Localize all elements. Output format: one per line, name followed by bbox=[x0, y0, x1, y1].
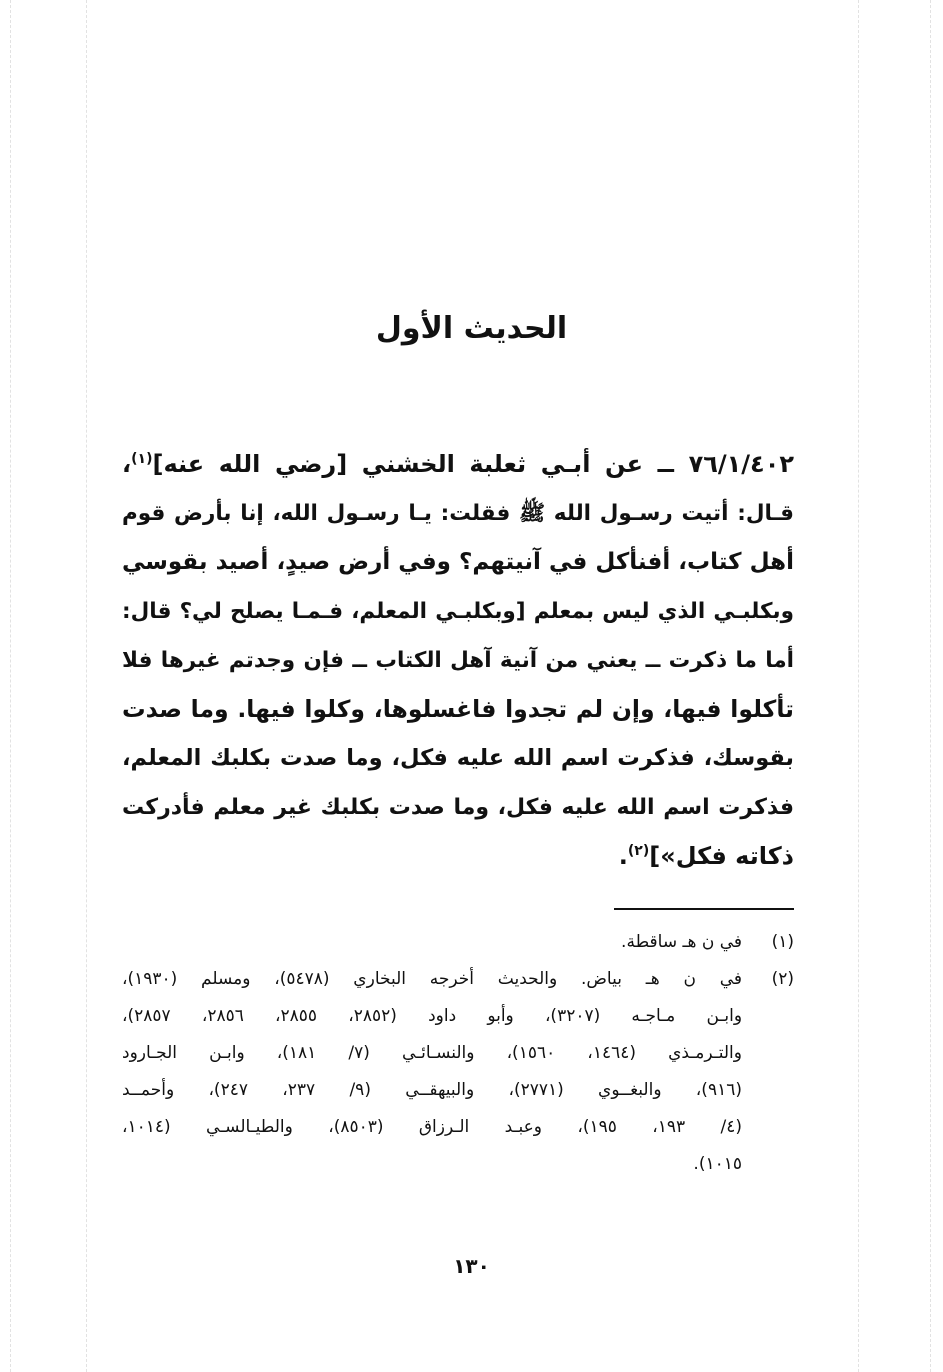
hadith-text bbox=[122, 440, 794, 881]
footnote-line: والتـرمـذي (١٤٦٤، ١٥٦٠)، والنسـائـي (٧/ ١٨١)، وابـن الجـارود bbox=[122, 1043, 742, 1063]
footnote-separator bbox=[614, 908, 794, 910]
footnote-line: (٤/ ١٩٣، ١٩٥)، وعبـد الـرزاق (٨٥٠٣)، والطيـالسـي (١٠١٤، bbox=[122, 1117, 742, 1137]
hadith-line: أما ما ذكرت ــ يعني من آنية آهل الكتاب ــ فإن وجدتم غيرها فلا bbox=[122, 648, 794, 673]
footnote-line: ١٠١٥). bbox=[693, 1154, 742, 1174]
footnote-ref-1: (١) bbox=[131, 451, 153, 467]
scan-edge-line bbox=[858, 0, 859, 1372]
footnote-number: (١) bbox=[771, 932, 794, 952]
footnote-1 bbox=[122, 924, 794, 961]
footnote-ref-2: (٢) bbox=[627, 843, 650, 859]
hadith-line: وبكلبـي الذي ليس بمعلم [وبكلبـي المعلم، فـمـا يصلح لي؟ قال: bbox=[122, 599, 794, 624]
footnote-number: (٢) bbox=[771, 969, 794, 989]
footnote-line: في ن هـ ساقطة. bbox=[621, 932, 742, 952]
hadith-line bbox=[122, 832, 794, 881]
scan-edge-line bbox=[10, 0, 11, 1372]
footnotes bbox=[122, 924, 794, 1183]
footnote-2 bbox=[122, 961, 794, 1183]
hadith-line: بقوسك، فذكرت اسم الله عليه فكل، وما صدت بكلبك المعلم، bbox=[122, 745, 794, 771]
footnote-line: وابـن مـاجـه (٣٢٠٧)، وأبو داود (٢٨٥٢، ٢٨٥٥، ٢٨٥٦، ٢٨٥٧)، bbox=[122, 1006, 743, 1026]
punctuation: ، bbox=[122, 450, 132, 478]
footnote-line: في ن هـ بياض. والحديث أخرجه البخاري (٥٤٧٨)، ومسلم (١٩٣٠)، bbox=[122, 969, 742, 989]
hadith-line: فذكرت اسم الله عليه فكل، وما صدت بكلبك غير معلم فأدركت bbox=[122, 795, 794, 820]
footnote-text bbox=[122, 924, 742, 961]
hadith-line: تأكلوا فيها، وإن لم تجدوا فاغسلوها، وكلوا فيها. وما صدت bbox=[122, 695, 794, 723]
hadith-line: قـال: أتيت رسـول الله ﷺ فقلت: يـا رسـول الله، إنا بأرض قوم bbox=[122, 501, 794, 526]
hadith-line-text: ذكاته فكل»] bbox=[649, 842, 794, 870]
scan-edge-line bbox=[86, 0, 87, 1372]
hadith-line-text: ٧٦/١/٤٠٢ ــ عن أبـي ثعلبة الخشني [رضي الله عنه] bbox=[152, 450, 794, 478]
page-number: ١٣٠ bbox=[453, 1254, 490, 1278]
hadith-line: أهل كتاب، أفنأكل في آنيتهم؟ وفي أرض صيدٍ، أصيد بقوسي bbox=[122, 549, 794, 575]
footnote-text bbox=[122, 961, 742, 1183]
scan-edge-line bbox=[930, 0, 931, 1372]
footnote-line: (٩١٦)، والبغــوي (٢٧٧١)، والبيهقــي (٩/ ٢٣٧، ٢٤٧)، وأحمــد bbox=[122, 1080, 742, 1100]
punctuation: . bbox=[618, 842, 628, 870]
hadith-line bbox=[122, 440, 794, 489]
chapter-heading: الحديث الأول bbox=[375, 311, 568, 346]
